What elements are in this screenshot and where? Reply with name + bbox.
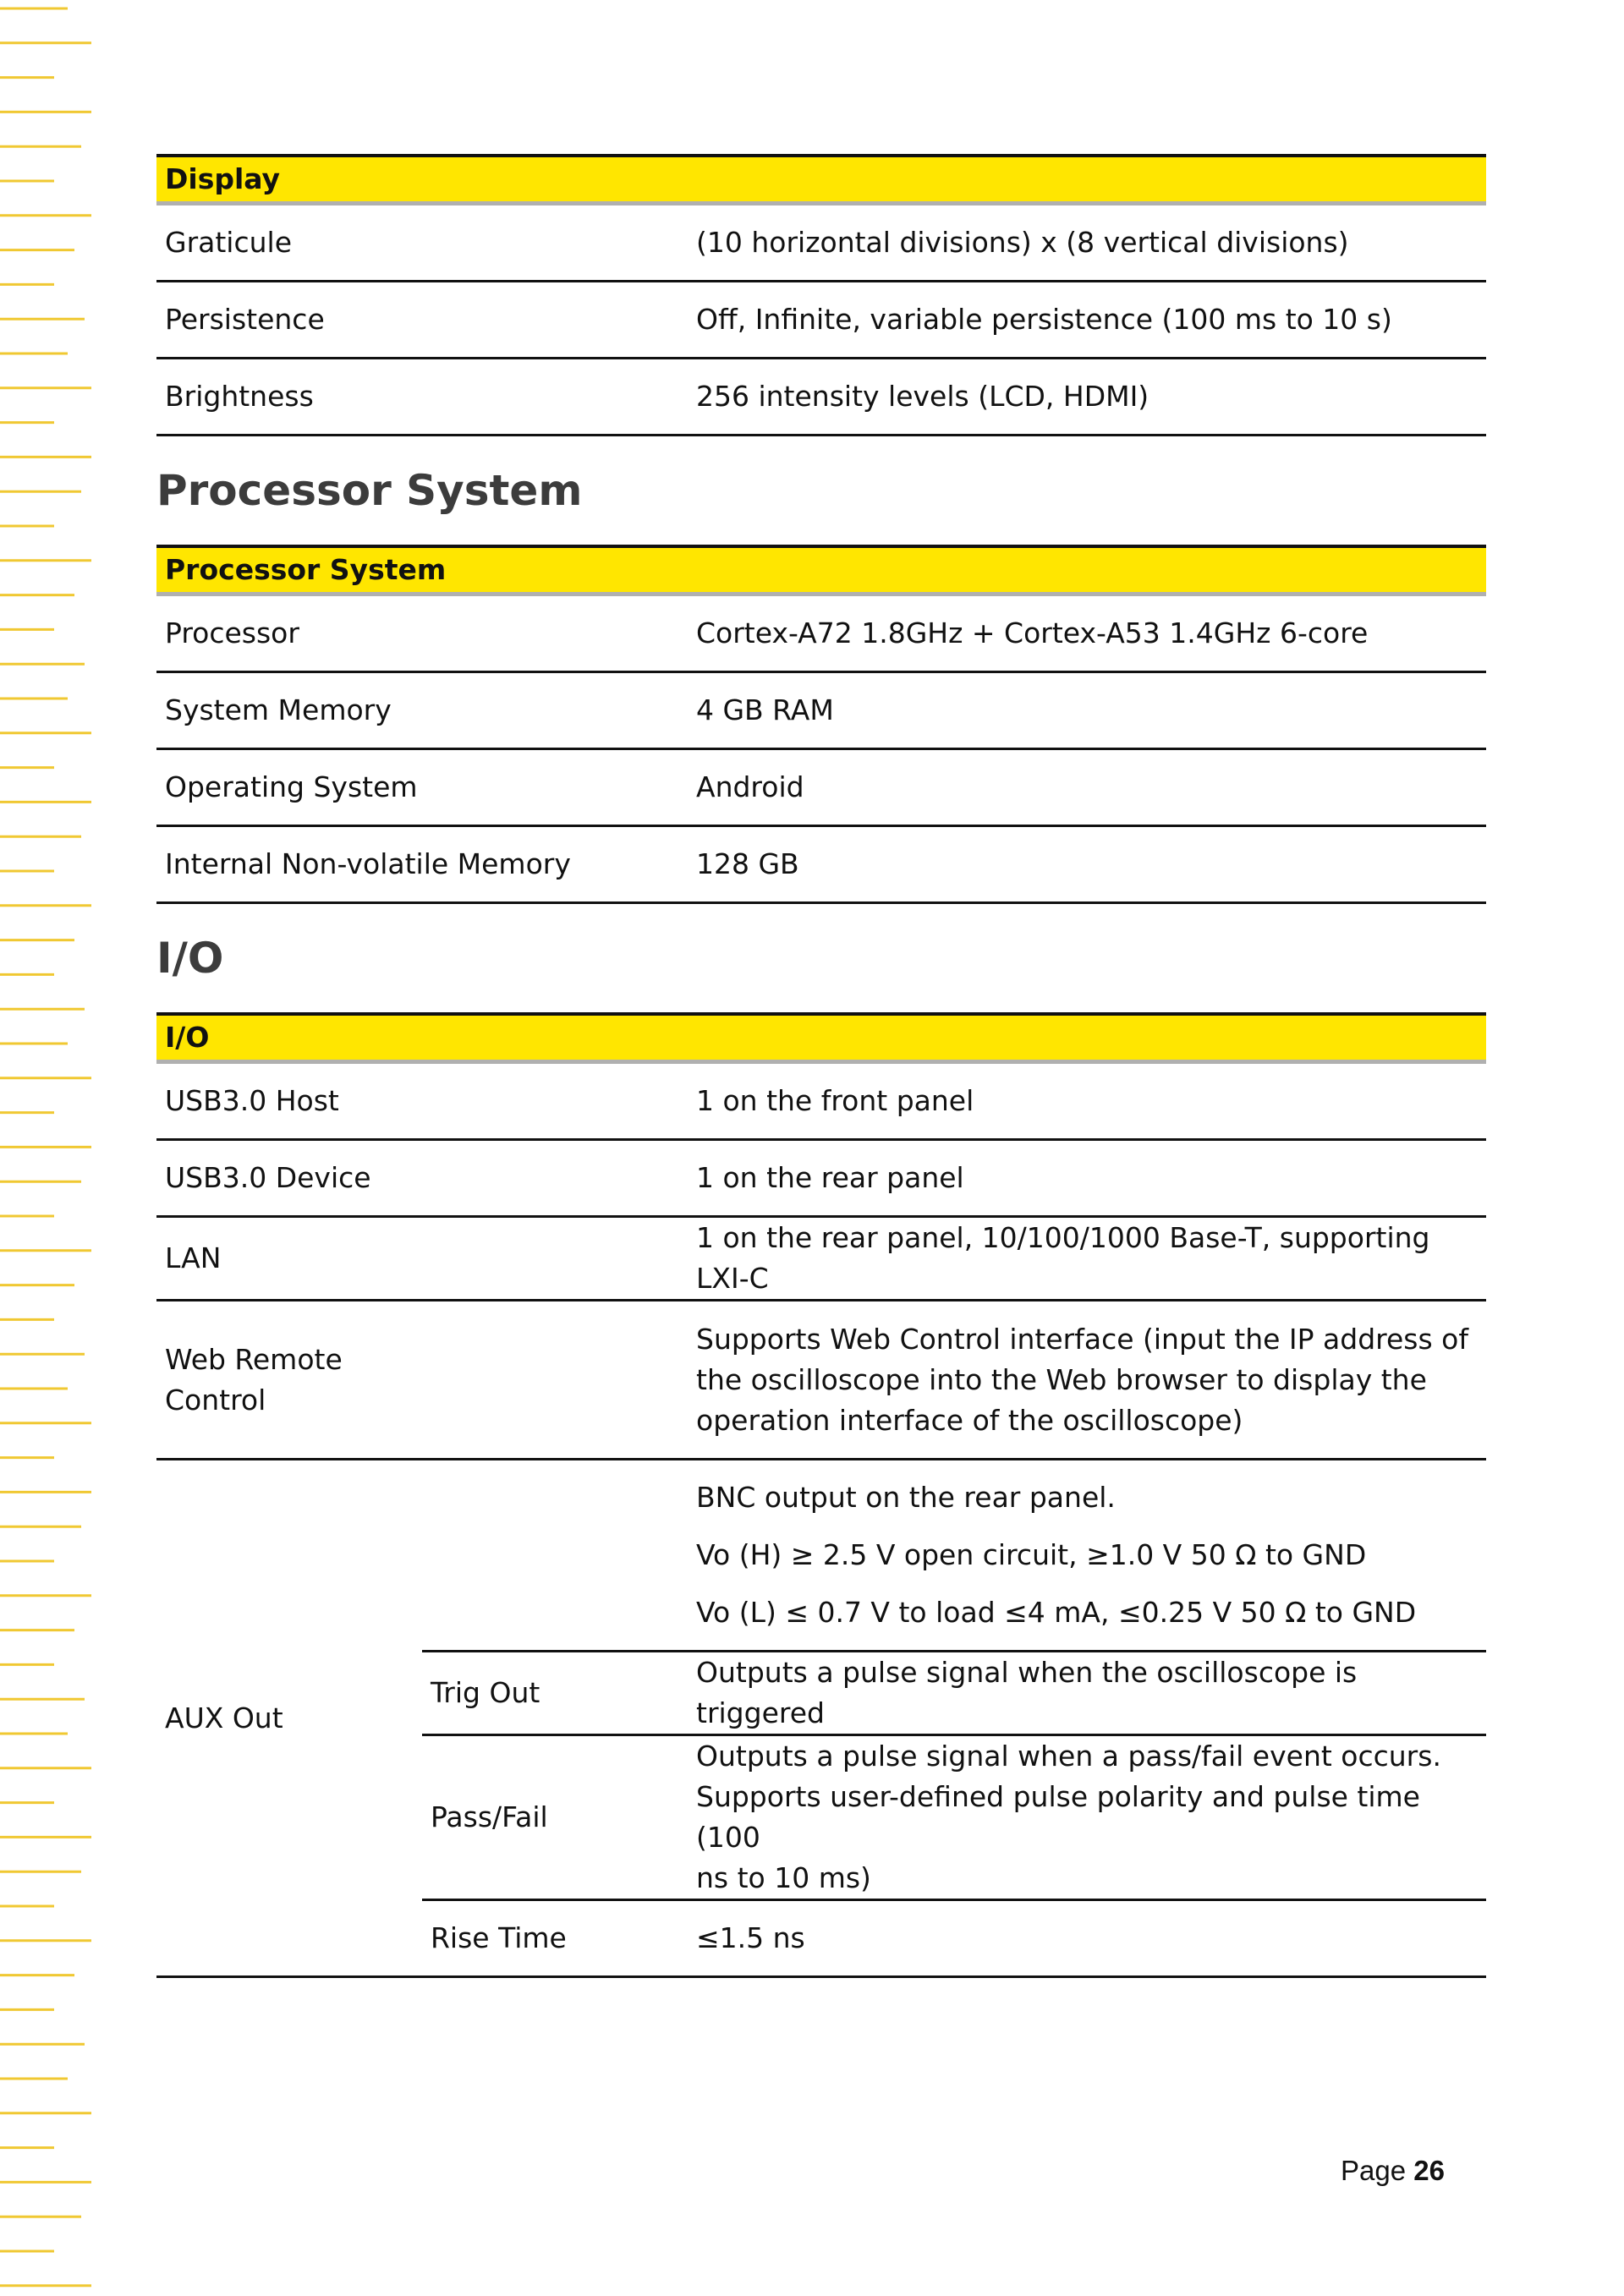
row-value: Off, Infinite, variable persistence (100 ms to 10 s) bbox=[688, 282, 1486, 359]
sub-value bbox=[688, 1735, 1486, 1900]
row-label: Persistence bbox=[156, 282, 688, 359]
display-table bbox=[156, 154, 1486, 436]
section-title: Processor System bbox=[156, 466, 583, 515]
aux-label: AUX Out bbox=[156, 1460, 422, 1977]
row-value: 1 on the rear panel bbox=[688, 1140, 1486, 1217]
page-content bbox=[156, 154, 1486, 1978]
row-value: 1 on the front panel bbox=[688, 1062, 1486, 1140]
sub-value: Outputs a pulse signal when the oscilloscope is triggered bbox=[688, 1652, 1486, 1735]
row-value bbox=[688, 1301, 1486, 1460]
table-row bbox=[156, 1062, 1486, 1140]
row-label: Operating System bbox=[156, 749, 688, 826]
value-line: operation interface of the oscilloscope) bbox=[696, 1403, 1243, 1437]
value-line: BNC output on the rear panel. bbox=[696, 1481, 1116, 1514]
row-label: USB3.0 Device bbox=[156, 1140, 688, 1217]
row-label: USB3.0 Host bbox=[156, 1062, 688, 1140]
table-row bbox=[156, 282, 1486, 359]
value-line: Supports user-defined pulse polarity and pulse time (100 bbox=[696, 1780, 1420, 1854]
table-row bbox=[156, 826, 1486, 903]
sub-label: Trig Out bbox=[422, 1652, 688, 1735]
table-row bbox=[156, 1301, 1486, 1460]
value-line: the oscilloscope into the Web browser to display the bbox=[696, 1362, 1427, 1396]
processor-table bbox=[156, 545, 1486, 904]
row-value: (10 horizontal divisions) x (8 vertical divisions) bbox=[688, 204, 1486, 282]
row-label: LAN bbox=[156, 1217, 688, 1301]
page-label: Page bbox=[1341, 2155, 1407, 2186]
table-row bbox=[156, 595, 1486, 672]
table-row bbox=[156, 359, 1486, 436]
aux-description bbox=[688, 1460, 1486, 1652]
row-value: 1 on the rear panel, 10/100/1000 Base-T, supporting LXI-C bbox=[688, 1217, 1486, 1301]
table-row bbox=[156, 1460, 1486, 1652]
aux-blank-cell bbox=[422, 1460, 688, 1652]
row-value: 256 intensity levels (LCD, HDMI) bbox=[688, 359, 1486, 436]
table-row bbox=[156, 672, 1486, 749]
row-label: Internal Non-volatile Memory bbox=[156, 826, 688, 903]
label-line: Control bbox=[165, 1383, 266, 1417]
value-line: ns to 10 ms) bbox=[696, 1861, 871, 1894]
io-header: I/O bbox=[156, 1014, 1486, 1062]
processor-header: Processor System bbox=[156, 546, 1486, 595]
row-value: 128 GB bbox=[688, 826, 1486, 903]
value-line: Supports Web Control interface (input the IP address of bbox=[696, 1322, 1468, 1356]
table-row bbox=[156, 1217, 1486, 1301]
row-value: Cortex-A72 1.8GHz + Cortex-A53 1.4GHz 6-core bbox=[688, 595, 1486, 672]
io-table bbox=[156, 1012, 1486, 1978]
sub-label: Rise Time bbox=[422, 1900, 688, 1977]
row-value: 4 GB RAM bbox=[688, 672, 1486, 749]
table-header bbox=[156, 1014, 1486, 1062]
table-row bbox=[156, 749, 1486, 826]
section-title: I/O bbox=[156, 934, 224, 983]
row-label: Graticule bbox=[156, 204, 688, 282]
sub-label: Pass/Fail bbox=[422, 1735, 688, 1900]
value-line: Vo (L) ≤ 0.7 V to load ≤4 mA, ≤0.25 V 50 Ω to GND bbox=[696, 1596, 1417, 1629]
sub-value: ≤1.5 ns bbox=[688, 1900, 1486, 1977]
page-number-value: 26 bbox=[1413, 2155, 1445, 2186]
display-header: Display bbox=[156, 156, 1486, 204]
page-number bbox=[1341, 2155, 1445, 2187]
value-line: Vo (H) ≥ 2.5 V open circuit, ≥1.0 V 50 Ω to GND bbox=[696, 1538, 1367, 1571]
row-label: System Memory bbox=[156, 672, 688, 749]
value-line: Outputs a pulse signal when a pass/fail event occurs. bbox=[696, 1740, 1441, 1773]
table-header bbox=[156, 546, 1486, 595]
row-label: Brightness bbox=[156, 359, 688, 436]
table-row bbox=[156, 204, 1486, 282]
row-value: Android bbox=[688, 749, 1486, 826]
label-line: Web Remote bbox=[165, 1342, 343, 1376]
table-row bbox=[156, 1140, 1486, 1217]
table-header bbox=[156, 156, 1486, 204]
row-label bbox=[156, 1301, 688, 1460]
row-label: Processor bbox=[156, 595, 688, 672]
margin-decoration bbox=[0, 0, 102, 2296]
